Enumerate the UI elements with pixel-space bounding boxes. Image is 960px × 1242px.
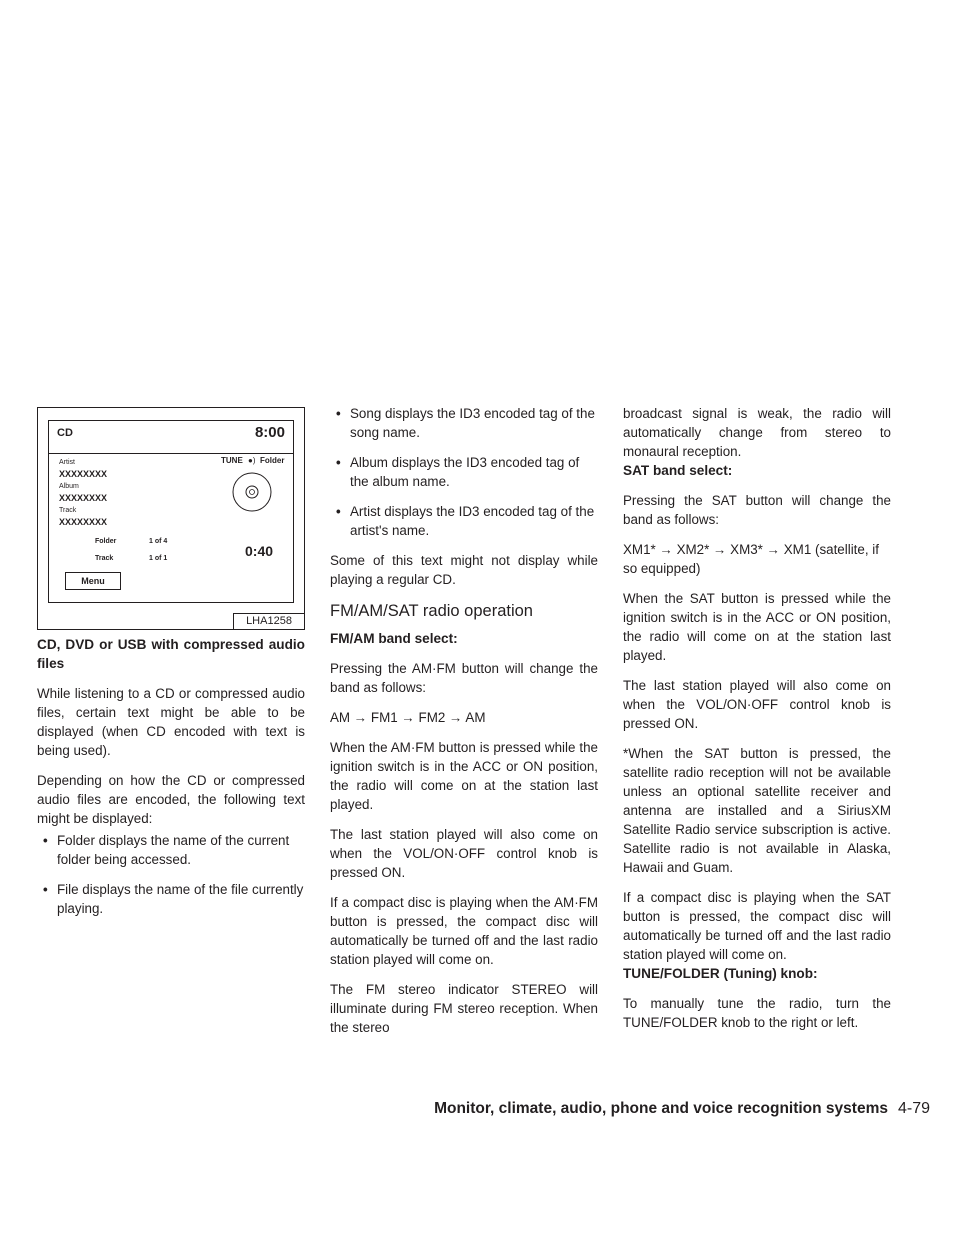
bullet-icon: •	[43, 882, 48, 897]
page-number: 4-79	[897, 1100, 930, 1117]
track-row-label: Track	[95, 555, 114, 562]
tune-knob-icon: ●)	[248, 456, 256, 465]
track-value: XXXXXXXX	[59, 517, 108, 527]
screen-clock: 8:00	[254, 424, 285, 441]
col3-para-5: *When the SAT button is pressed, the satellite radio reception will not be available unless an optional satellite receiver and antenna are installed and a SiriusXM Satellite Radio service subscription is active. Satellite radio is not available in Alaska, Hawaii and Guam.	[623, 746, 891, 875]
bullet-icon: •	[336, 455, 341, 470]
album-label: Album	[59, 483, 79, 490]
figure-id: LHA1258	[233, 613, 304, 629]
col2-para-2: Pressing the AM·FM button will change the band as follows:	[330, 661, 598, 695]
folder-label: Folder	[260, 456, 285, 465]
column-3	[623, 404, 891, 1032]
section-title: FM/AM/SAT radio operation	[330, 602, 533, 620]
col3-para-1: broadcast signal is weak, the radio will automatically change from stereo to monaural reception.	[623, 406, 891, 459]
list-item: • Album displays the ID3 encoded tag of the album name.	[336, 455, 580, 489]
col3-para-6: If a compact disc is playing when the SAT button is pressed, the compact disc will automatically be turned off and the last radio station played will come on.	[623, 890, 891, 962]
tune-heading: TUNE/FOLDER (Tuning) knob:	[623, 966, 818, 981]
col2-para-6: The FM stereo indicator STEREO will illuminate during FM stereo reception. When the stereo	[330, 982, 598, 1035]
header-divider	[49, 453, 293, 454]
col2-para-3: When the AM·FM button is pressed while the ignition switch is in the ACC or ON position, the radio will come on at the station last played.	[330, 740, 598, 812]
col3-para-4: The last station played will also come on when the VOL/ON·OFF control knob is pressed ON.	[623, 678, 891, 731]
col2-para-1: Some of this text might not display while playing a regular CD.	[330, 553, 598, 587]
col3-para-3: When the SAT button is pressed while the ignition switch is in the ACC or ON position, the radio will come on at the station last played.	[623, 591, 891, 663]
col1-para-2: Depending on how the CD or compressed audio files are encoded, the following text might be displayed:	[37, 773, 305, 826]
bullet-icon: •	[336, 406, 341, 421]
screen-title: CD	[57, 427, 73, 439]
column-1	[37, 635, 305, 918]
footer-section-title: Monitor, climate, audio, phone and voice recognition systems	[434, 1100, 888, 1117]
elapsed-time: 0:40	[245, 543, 274, 559]
menu-button[interactable]: Menu	[65, 572, 121, 590]
col2-para-4: The last station played will also come on when the VOL/ON·OFF control knob is pressed ON.	[330, 827, 598, 880]
sat-heading: SAT band select:	[623, 463, 733, 478]
bullet-icon: •	[336, 504, 341, 519]
page-footer	[410, 1100, 930, 1118]
folder-row-value: 1 of 4	[149, 538, 168, 545]
list-item: • Artist displays the ID3 encoded tag of the artist's name.	[336, 504, 595, 538]
sat-sequence: XM1* → XM2* → XM3* → XM1 (satellite, if so equipped)	[623, 542, 879, 576]
bullet-icon: •	[43, 833, 48, 848]
track-row-value: 1 of 1	[149, 555, 168, 562]
cd-heading: CD, DVD or USB with compressed audio files	[37, 637, 305, 671]
col1-para-1: While listening to a CD or compressed audio files, certain text might be able to be displayed (when CD encoded with text is being used).	[37, 686, 305, 758]
column-2	[330, 404, 598, 1037]
col3-para-7: To manually tune the radio, turn the TUNE/FOLDER knob to the right or left.	[623, 996, 891, 1030]
list-item: • Song displays the ID3 encoded tag of the song name.	[336, 406, 595, 440]
disc-icon	[231, 471, 273, 513]
col2-para-5: If a compact disc is playing when the AM·FM button is pressed, the compact disc will automatically be turned off and the last radio station played will come on.	[330, 895, 598, 967]
artist-value: XXXXXXXX	[59, 469, 108, 479]
list-item: • Folder displays the name of the current folder being accessed.	[43, 833, 290, 867]
tune-label: TUNE	[221, 456, 243, 465]
col3-para-2: Pressing the SAT button will change the band as follows:	[623, 493, 891, 527]
artist-label: Artist	[59, 459, 75, 466]
cd-screen-illustration	[48, 420, 294, 603]
fmam-heading: FM/AM band select:	[330, 631, 458, 646]
folder-row-label: Folder	[95, 538, 117, 545]
fmam-sequence: AM → FM1 → FM2 → AM	[330, 710, 486, 725]
cd-display-figure	[37, 407, 305, 630]
album-value: XXXXXXXX	[59, 493, 108, 503]
track-label: Track	[59, 507, 77, 514]
list-item: • File displays the name of the file currently playing.	[43, 882, 304, 916]
